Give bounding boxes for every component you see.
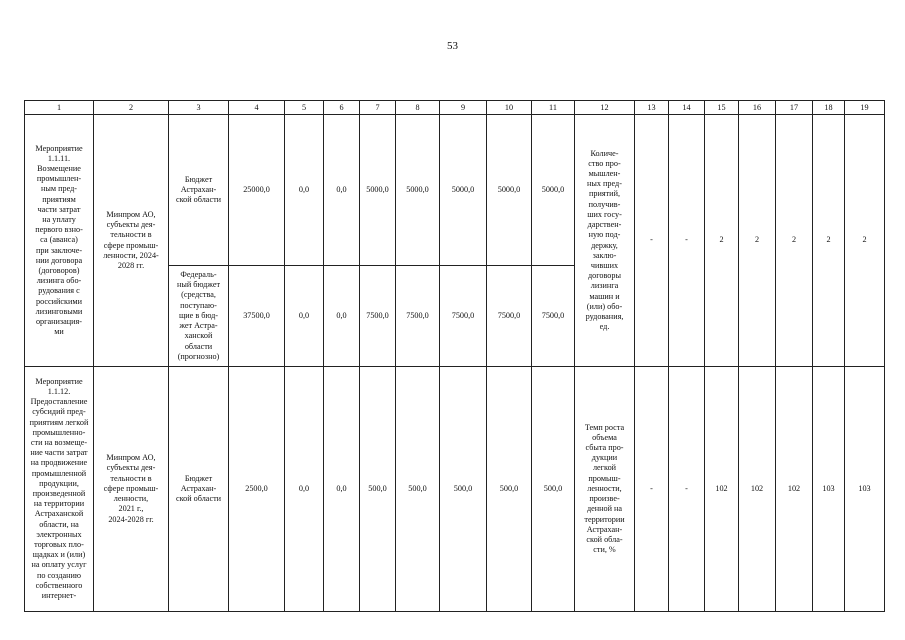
target-cell: 103 bbox=[813, 367, 845, 612]
value-cell: 0,0 bbox=[324, 367, 360, 612]
target-cell: 103 bbox=[845, 367, 885, 612]
column-header: 3 bbox=[169, 101, 229, 115]
table-row bbox=[25, 367, 885, 612]
event-name-cell: Мероприятие 1.1.12. Предоставление субсидий пред- приятиям легкой промышленно- сти на возмеще- ние части затрат на продвижение промышленной продукции, произведенной на территории Астраханской области, на электронных торговых пло- щадках и (или) на оплату услуг по созданию собственного интернет- bbox=[25, 367, 94, 612]
value-cell: 0,0 bbox=[285, 367, 324, 612]
value-cell: 5000,0 bbox=[440, 115, 487, 266]
column-header: 15 bbox=[705, 101, 739, 115]
program-table bbox=[24, 100, 885, 612]
value-cell: 500,0 bbox=[487, 367, 532, 612]
value-cell: 5000,0 bbox=[360, 115, 396, 266]
column-header: 1 bbox=[25, 101, 94, 115]
value-cell: 500,0 bbox=[532, 367, 575, 612]
value-cell: 7500,0 bbox=[440, 266, 487, 367]
executor-cell: Минпром АО, субъекты дея- тельности в сфере промыш- ленности, 2024- 2028 гг. bbox=[94, 115, 169, 367]
page-number: 53 bbox=[447, 40, 458, 52]
column-header: 9 bbox=[440, 101, 487, 115]
column-header: 17 bbox=[776, 101, 813, 115]
value-cell: 0,0 bbox=[285, 266, 324, 367]
target-cell: - bbox=[669, 115, 705, 367]
value-cell: 7500,0 bbox=[360, 266, 396, 367]
target-cell: 2 bbox=[813, 115, 845, 367]
indicator-cell: Темп роста объема сбыта про- дукции легкой промыш- ленности, произве- денной на территории Астрахан- ской обла- сти, % bbox=[575, 367, 635, 612]
target-cell: 102 bbox=[739, 367, 776, 612]
column-header: 2 bbox=[94, 101, 169, 115]
indicator-cell: Количе- ство про- мышлен- ных пред- приятий, получив- ших госу- дарствен- ную под- держку, заклю- чивших договоры лизинга машин и (или) обо- рудования, ед. bbox=[575, 115, 635, 367]
column-header: 4 bbox=[229, 101, 285, 115]
column-header: 5 bbox=[285, 101, 324, 115]
target-cell: - bbox=[635, 115, 669, 367]
column-header: 6 bbox=[324, 101, 360, 115]
column-header: 16 bbox=[739, 101, 776, 115]
target-cell: 2 bbox=[776, 115, 813, 367]
event-name-cell: Мероприятие 1.1.11. Возмещение промышлен- ным пред- приятиям части затрат на уплату первого взно- са (аванса) при заключе- нии договора (договоров) лизинга обо- рудования с российскими лизинговыми организация- ми bbox=[25, 115, 94, 367]
target-cell: 2 bbox=[845, 115, 885, 367]
column-header-row bbox=[25, 101, 885, 115]
value-cell: 5000,0 bbox=[487, 115, 532, 266]
funding-source-cell: Бюджет Астрахан- ской области bbox=[169, 367, 229, 612]
column-header: 19 bbox=[845, 101, 885, 115]
executor-cell: Минпром АО, субъекты дея- тельности в сфере промыш- ленности, 2021 г., 2024-2028 гг. bbox=[94, 367, 169, 612]
column-header: 12 bbox=[575, 101, 635, 115]
column-header: 7 bbox=[360, 101, 396, 115]
column-header: 14 bbox=[669, 101, 705, 115]
target-cell: 2 bbox=[705, 115, 739, 367]
value-cell: 5000,0 bbox=[532, 115, 575, 266]
value-cell: 500,0 bbox=[396, 367, 440, 612]
target-cell: - bbox=[669, 367, 705, 612]
target-cell: 102 bbox=[776, 367, 813, 612]
target-cell: - bbox=[635, 367, 669, 612]
value-cell: 500,0 bbox=[440, 367, 487, 612]
value-cell: 5000,0 bbox=[396, 115, 440, 266]
column-header: 8 bbox=[396, 101, 440, 115]
value-cell: 0,0 bbox=[324, 115, 360, 266]
value-cell: 0,0 bbox=[324, 266, 360, 367]
column-header: 13 bbox=[635, 101, 669, 115]
target-cell: 2 bbox=[739, 115, 776, 367]
value-cell: 7500,0 bbox=[532, 266, 575, 367]
column-header: 10 bbox=[487, 101, 532, 115]
value-cell: 37500,0 bbox=[229, 266, 285, 367]
value-cell: 25000,0 bbox=[229, 115, 285, 266]
column-header: 11 bbox=[532, 101, 575, 115]
table-row bbox=[25, 115, 885, 266]
value-cell: 2500,0 bbox=[229, 367, 285, 612]
value-cell: 7500,0 bbox=[396, 266, 440, 367]
funding-source-cell: Бюджет Астрахан- ской области bbox=[169, 115, 229, 266]
column-header: 18 bbox=[813, 101, 845, 115]
value-cell: 7500,0 bbox=[487, 266, 532, 367]
target-cell: 102 bbox=[705, 367, 739, 612]
value-cell: 0,0 bbox=[285, 115, 324, 266]
funding-source-cell: Федераль- ный бюджет (средства, поступаю- щие в бюд- жет Астра- ханской области (прогнозно) bbox=[169, 266, 229, 367]
value-cell: 500,0 bbox=[360, 367, 396, 612]
